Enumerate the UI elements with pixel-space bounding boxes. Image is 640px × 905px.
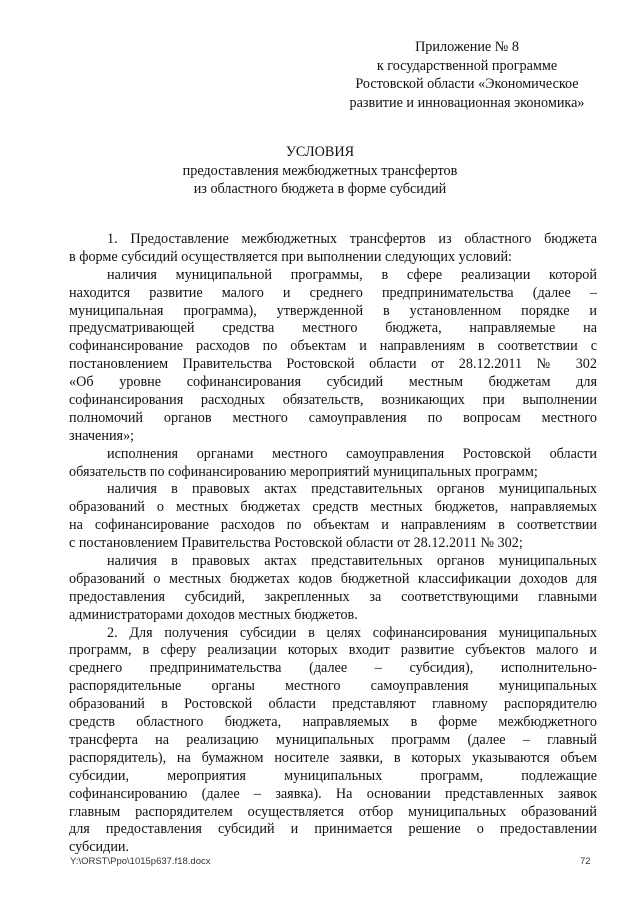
document-body: [69, 231, 597, 857]
body-line: 1. Предоставление межбюджетных трансфертов из областного бюджета: [107, 231, 597, 247]
body-line: программ, в сферу реализации которых входит развитие субъектов малого и: [69, 642, 597, 659]
appendix-line: Ростовской области «Экономическое: [355, 76, 579, 92]
footer-page-number: 72: [580, 856, 591, 867]
body-line: наличия в правовых актах представительных органов муниципальных: [107, 553, 597, 570]
body-line: трансферта на реализацию муниципальных программ (далее – главный: [69, 731, 597, 748]
document-subtitle-line: предоставления межбюджетных трансфертов: [182, 162, 458, 179]
body-line: «Об уровне софинансирования субсидий местным бюджетам для: [69, 374, 597, 391]
appendix-line: Приложение № 8: [415, 39, 519, 55]
body-line: с постановлением Правительства Ростовской области от 28.12.2011 № 302;: [69, 535, 523, 552]
body-line: исполнения органами местного самоуправления Ростовской области: [107, 445, 597, 462]
body-line: распорядитель), на бумажном носителе заявки, в которых указываются объем: [69, 749, 597, 766]
body-line: полномочий органов местного самоуправления по вопросам местного: [69, 409, 597, 426]
body-line: образований в Ростовской области представляют главному распорядителю: [69, 696, 597, 713]
body-line: образований о местных бюджетах средств местных бюджетов, направляемых: [69, 499, 597, 516]
body-line: распорядительные органы местного самоуправления муниципальных: [69, 678, 597, 695]
body-line: субсидии.: [69, 839, 130, 856]
body-line: главным распорядителем осуществляется отбор муниципальных образований: [69, 803, 597, 820]
body-line: обязательств по софинансированию мероприятий муниципальных программ;: [69, 463, 538, 480]
body-line: софинансированию (далее – заявка). На основании представленных заявок: [69, 785, 597, 802]
body-line: предоставления субсидий, закрепленных за соответствующими главными: [69, 588, 597, 605]
document-title: УСЛОВИЯ: [285, 144, 355, 160]
body-line: софинансирование расходов по объектам и направлениям в соответствии с: [69, 338, 597, 355]
body-line: среднего предпринимательства (далее – субсидия), исполнительно-: [69, 660, 597, 677]
body-line: образований о местных бюджетах кодов бюджетной классификации доходов для: [69, 570, 597, 587]
body-line: предусматривающей средства местного бюджета, направляемые на: [69, 320, 597, 337]
appendix-line: к государственной программе: [376, 57, 558, 74]
body-line: постановлением Правительства Ростовской области от 28.12.2011 № 302: [69, 356, 597, 373]
body-line: субсидии, мероприятия муниципальных программ, подлежащие: [69, 767, 597, 784]
body-line: наличия в правовых актах представительных органов муниципальных: [107, 481, 597, 498]
body-line: 2. Для получения субсидии в целях софинансирования муниципальных: [107, 624, 597, 641]
document-subtitle-line: из областного бюджета в форме субсидий: [193, 181, 447, 197]
body-line: значения»;: [69, 427, 135, 444]
document-heading: [100, 143, 540, 199]
body-line: находится развитие малого и среднего предпринимательства (далее –: [69, 284, 597, 301]
appendix-line: развитие и инновационная экономика»: [349, 94, 585, 111]
body-line: наличия муниципальной программы, в сфере реализации которой: [107, 266, 597, 283]
body-line: для предоставления субсидий и принимается решение о предоставлении: [69, 821, 597, 838]
body-line: муниципальная программа), утвержденной в установленном порядке и: [69, 302, 597, 319]
footer-file-path: Y:\ORST\Ppo\1015p637.f18.docx: [70, 856, 211, 867]
appendix-header: [332, 38, 602, 112]
body-line: средств областного бюджета, направляемых в форме межбюджетного: [69, 714, 597, 731]
body-line: на софинансирование расходов по объектам и направлениям в соответствии: [69, 517, 597, 534]
body-line: администраторами доходов местных бюджетов.: [69, 606, 358, 623]
body-line: в форме субсидий осуществляется при выполнении следующих условий:: [69, 248, 512, 265]
body-line: софинансирования расходных обязательств, возникающих при выполнении: [69, 392, 597, 409]
